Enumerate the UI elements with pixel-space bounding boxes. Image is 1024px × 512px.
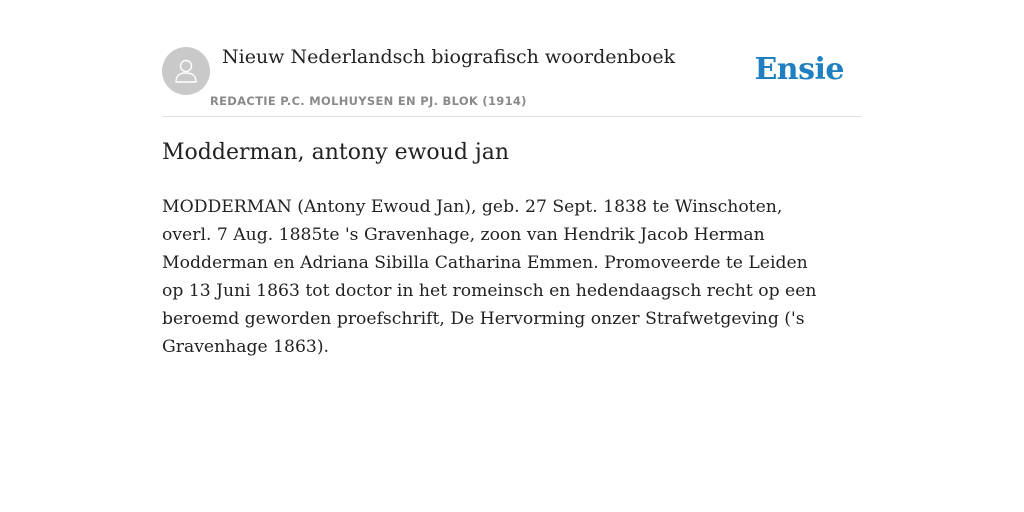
book-header [162,40,862,117]
entry-title: Modderman, antony ewoud jan [162,140,510,165]
book-title[interactable]: Nieuw Nederlandsch biografisch woordenboek [222,46,676,68]
book-editors: REDACTIE P.C. MOLHUYSEN EN PJ. BLOK (1914) [210,94,527,108]
user-outline-icon [171,56,201,86]
ensie-logo[interactable]: Ensie [754,52,844,87]
avatar[interactable] [162,47,210,95]
entry-body: MODDERMAN (Antony Ewoud Jan), geb. 27 Sept. 1838 te Winschoten, overl. 7 Aug. 1885te 's Gravenhage, zoon van Hendrik Jacob Herman Modderman en Adriana Sibilla Catharina Emmen. Promoveerde te Leiden op 13 Juni 1863 tot doctor in het romeinsch en hedendaagsch recht op een beroemd geworden proefschrift, De Hervorming onzer Strafwetgeving ('s Gravenhage 1863). [162,197,817,357]
